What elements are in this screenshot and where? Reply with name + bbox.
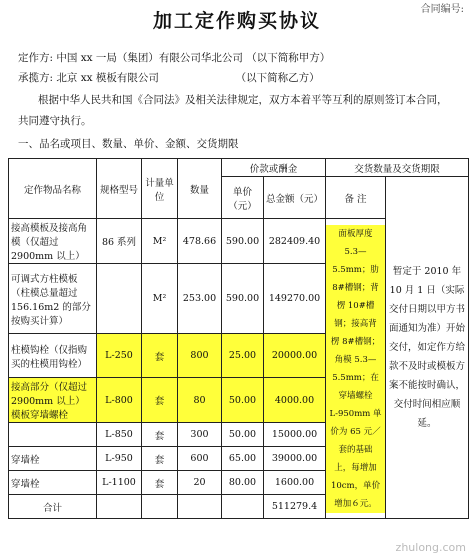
row-item: 穿墙栓	[9, 471, 97, 495]
row-item: 柱模钩栓（仅指购买的柱模用钩栓）	[9, 334, 97, 378]
intro-paragraph	[18, 90, 468, 132]
header-total: 总金额（元）	[264, 177, 326, 219]
remark-line: 增加６元。	[326, 495, 385, 513]
row-unit: M²	[142, 264, 178, 334]
row-item: 接高部分（仅超过 2900mm 以上）模板穿墙螺栓	[9, 378, 97, 423]
party-a-alias: （以下简称甲方）	[246, 52, 331, 64]
row-unit: 套	[142, 334, 178, 378]
row-unit: M²	[142, 219, 178, 264]
remark-line: 上，每增加	[326, 459, 385, 477]
remark-line: L-950mm 单	[326, 405, 385, 423]
remark-line: 楞 10#槽	[326, 297, 385, 315]
party-b-alias: （以下简称乙方）	[235, 72, 320, 84]
row-qty: 600	[178, 447, 222, 471]
remark-line: 8#槽钢；背	[326, 279, 385, 297]
party-a-line	[18, 50, 330, 65]
row-item: 合计	[9, 495, 97, 519]
remark-line: 5.3—	[326, 243, 385, 261]
row-price: 590.00	[222, 264, 264, 334]
row-total: 1600.00	[264, 471, 326, 495]
row-item: 接高模板及接高角模（仅超过 2900mm 以上）	[9, 219, 97, 264]
header-price: 单价（元）	[222, 177, 264, 219]
remark-line: 角模 5.3—	[326, 351, 385, 369]
remark-line: 5.5mm；在	[326, 369, 385, 387]
row-total: 4000.00	[264, 378, 326, 423]
row-spec: L-1100	[97, 471, 142, 495]
header-item: 定作物品名称	[9, 159, 97, 219]
row-spec: L-950	[97, 447, 142, 471]
remark-line: 10cm，单价	[326, 477, 385, 495]
header-delivery: 交货数量及交货期限	[326, 159, 469, 177]
row-spec: 86 系列	[97, 219, 142, 264]
row-unit: 套	[142, 378, 178, 423]
header-qty: 数量	[178, 159, 222, 219]
document-title: 加工定作购买协议	[152, 10, 321, 32]
row-item	[9, 423, 97, 447]
section-1-heading: 一、品名或项目、数量、单价、金额、交货期限	[18, 138, 239, 150]
remark-column	[326, 219, 386, 519]
order-table	[8, 158, 469, 519]
row-price: 80.00	[222, 471, 264, 495]
row-price	[222, 495, 264, 519]
delivery-note: 暂定于 2010 年 10 月 1 日（实际交付日期以甲方书面通知为准）开始交付，如定作方给款不及时或模板方案不能按时确认，交付时间相应顺延。	[386, 177, 469, 519]
row-item: 穿墙栓	[9, 447, 97, 471]
party-b-label: 承揽方:	[18, 72, 54, 84]
row-price: 25.00	[222, 334, 264, 378]
row-qty	[178, 495, 222, 519]
row-spec	[97, 495, 142, 519]
header-price-group: 价款或酬金	[222, 159, 326, 177]
row-price: 50.00	[222, 378, 264, 423]
intro-line-2: 共同遵守执行。	[18, 115, 92, 127]
row-qty: 20	[178, 471, 222, 495]
row-total: 149270.00	[264, 264, 326, 334]
contract-number-label: 合同编号:	[420, 4, 464, 15]
intro-line-1: 根据中华人民共和国《合同法》及相关法律规定，双方本着平等互利的原则签订本合同，	[38, 94, 448, 106]
party-b-value: 北京 xx 模板有限公司	[56, 72, 159, 84]
remark-line: 楞 8#槽钢；	[326, 333, 385, 351]
row-price: 590.00	[222, 219, 264, 264]
row-spec: L-250	[97, 334, 142, 378]
remark-line: 价为 65 元／	[326, 423, 385, 441]
row-total: 511279.4	[264, 495, 326, 519]
row-price: 50.00	[222, 423, 264, 447]
remark-line: 面板厚度	[326, 225, 385, 243]
row-spec: L-800	[97, 378, 142, 423]
remark-line: 套的基础	[326, 441, 385, 459]
row-qty: 253.00	[178, 264, 222, 334]
row-price: 65.00	[222, 447, 264, 471]
remark-line: 穿墙螺栓	[326, 387, 385, 405]
party-b-line	[18, 70, 320, 85]
row-unit: 套	[142, 423, 178, 447]
row-qty: 800	[178, 334, 222, 378]
row-total: 15000.00	[264, 423, 326, 447]
remark-line: 钢；接高背	[326, 315, 385, 333]
row-total: 282409.40	[264, 219, 326, 264]
party-a-value: 中国 xx 一局（集团）有限公司华北公司	[56, 52, 243, 64]
row-unit: 套	[142, 447, 178, 471]
row-total: 39000.00	[264, 447, 326, 471]
row-unit: 套	[142, 471, 178, 495]
party-a-label: 定作方:	[18, 52, 54, 64]
row-qty: 80	[178, 378, 222, 423]
row-qty: 300	[178, 423, 222, 447]
row-unit	[142, 495, 178, 519]
row-spec: L-850	[97, 423, 142, 447]
row-spec	[97, 264, 142, 334]
row-qty: 478.66	[178, 219, 222, 264]
header-spec: 规格型号	[97, 159, 142, 219]
row-total: 20000.00	[264, 334, 326, 378]
remark-line: 5.5mm；肋	[326, 261, 385, 279]
row-item: 可调式方柱模板（柱模总量超过 156.16m2 的部分按购买计算）	[9, 264, 97, 334]
header-unit: 计量单位	[142, 159, 178, 219]
header-remark: 备 注	[326, 177, 386, 219]
watermark: zhulong.com	[395, 541, 466, 554]
